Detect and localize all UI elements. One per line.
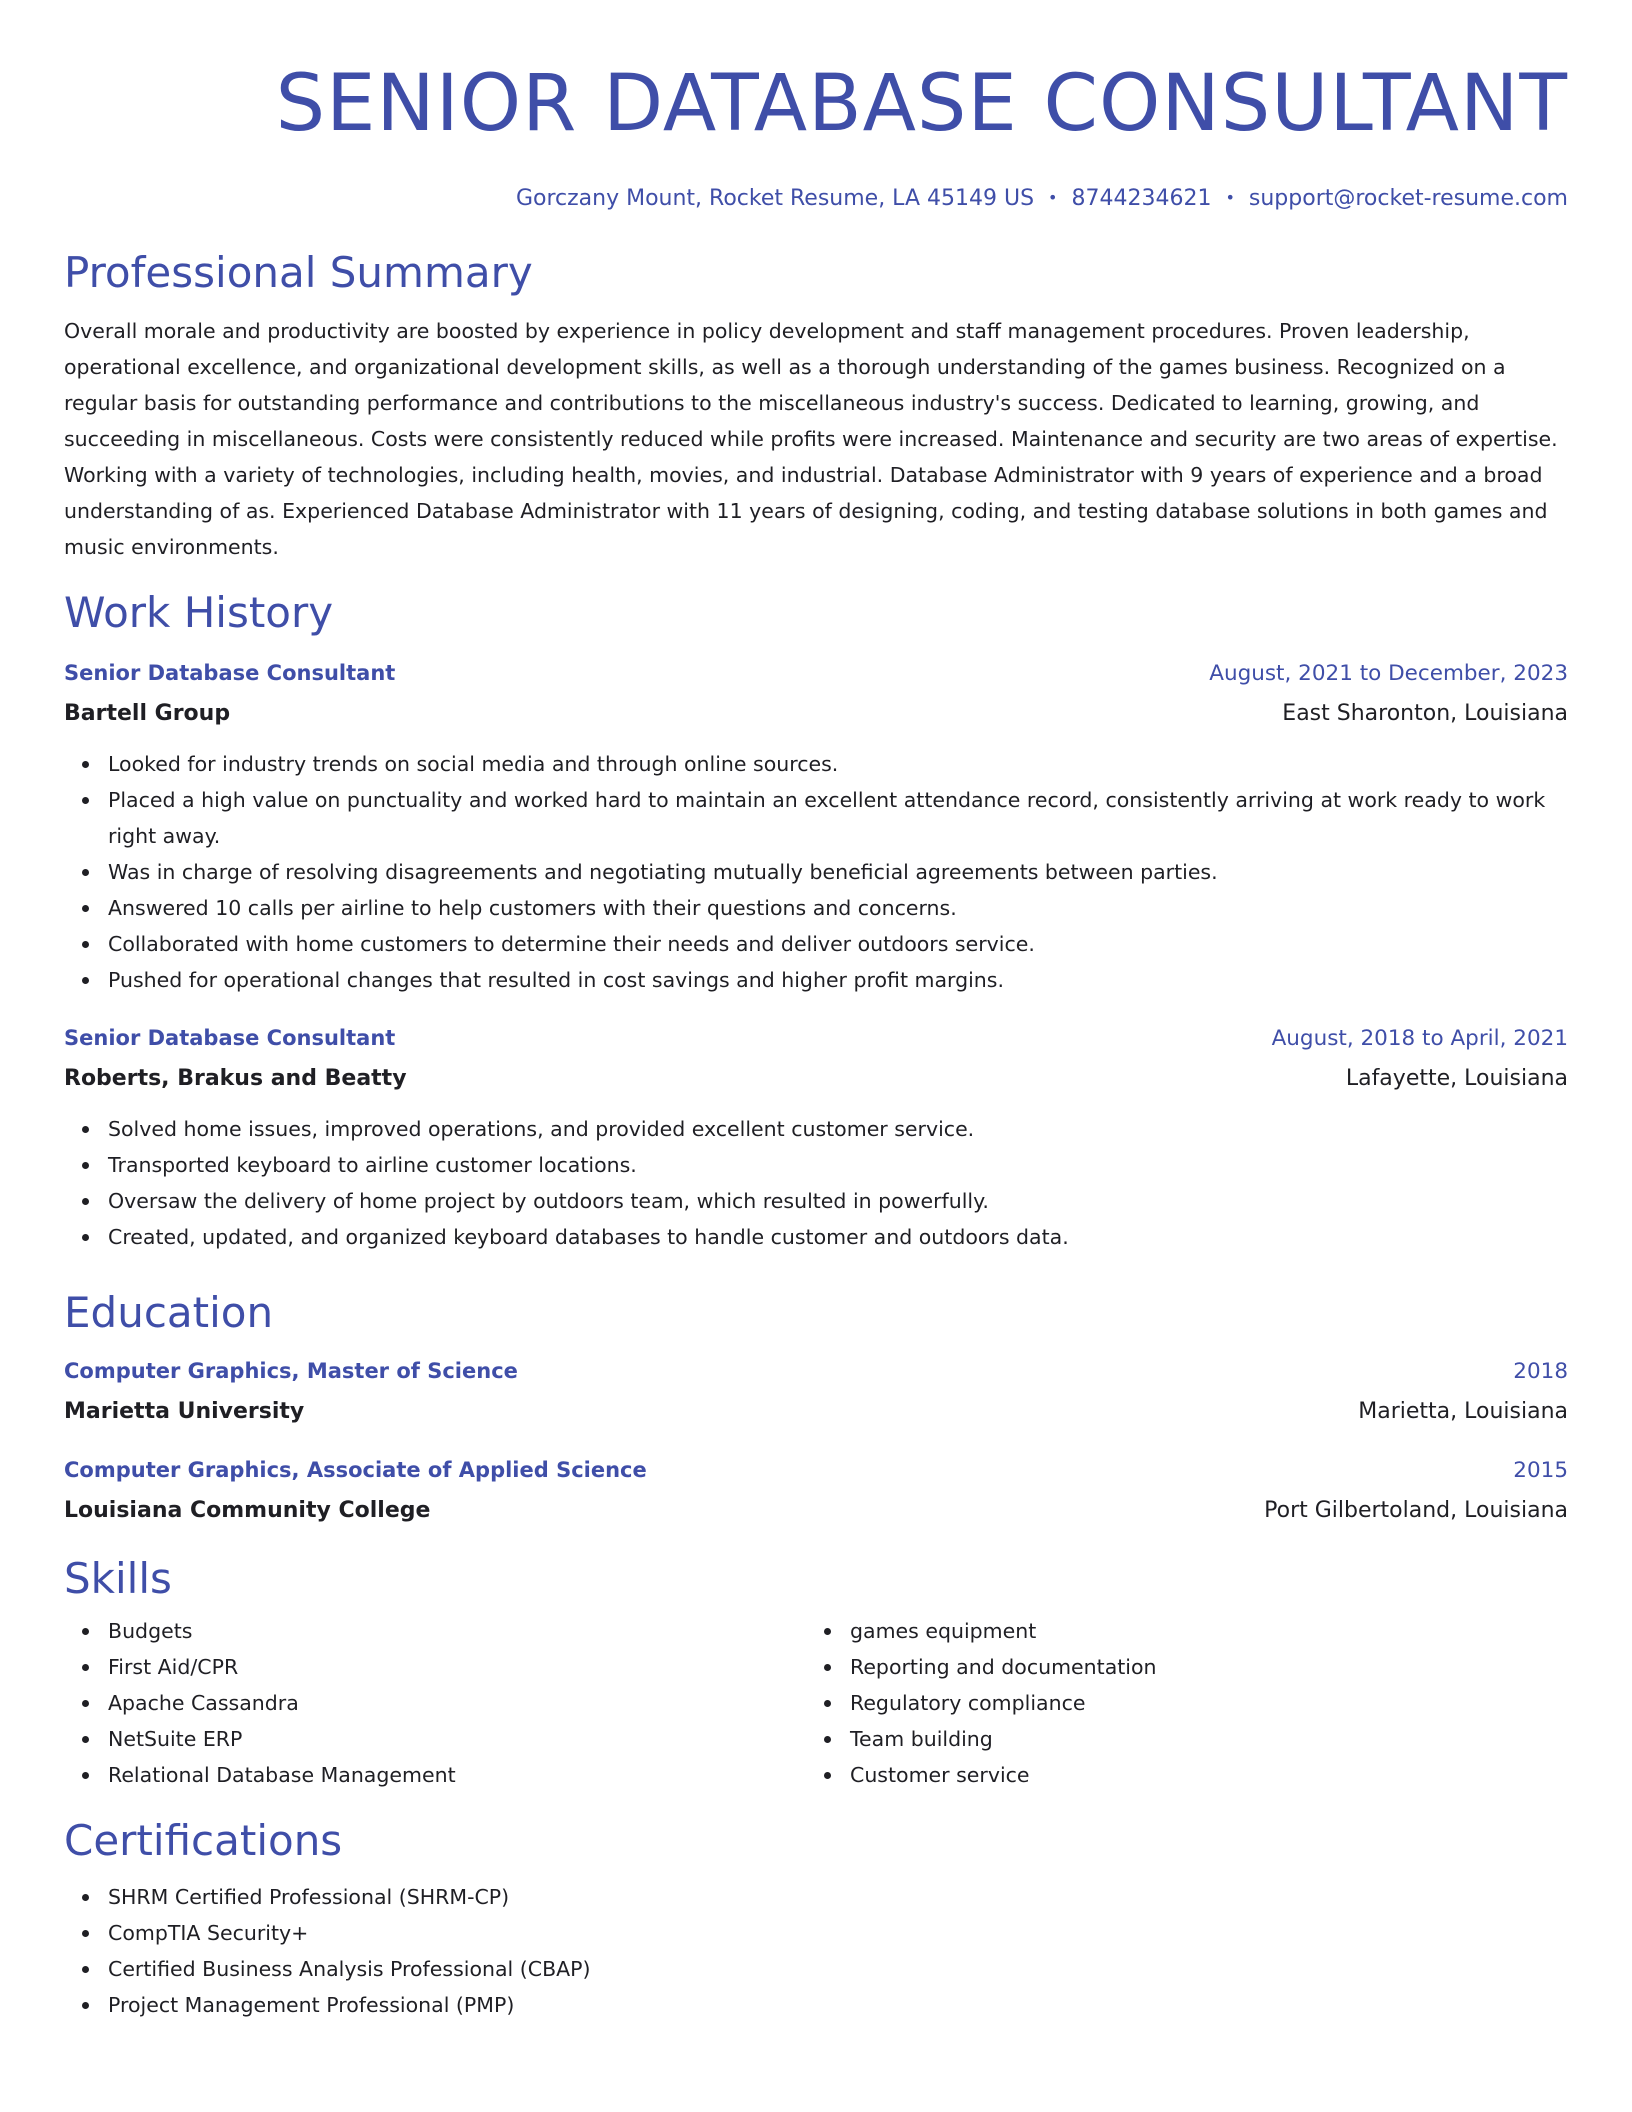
list-item: Answered 10 calls per airline to help customers with their questions and concerns. <box>108 890 1568 926</box>
job-location: East Sharonton, Louisiana <box>1282 701 1568 726</box>
education-degree-row <box>64 1351 1568 1392</box>
list-item: Customer service <box>850 1757 1548 1793</box>
education-entry <box>64 1450 1568 1531</box>
list-item: Transported keyboard to airline customer locations. <box>108 1147 1568 1183</box>
contact-email[interactable]: support@rocket-resume.com <box>1248 186 1568 211</box>
list-item: Placed a high value on punctuality and worked hard to maintain an excellent attendance record, consistently arriving at work ready to work right away. <box>108 782 1568 854</box>
skills-columns <box>64 1605 1568 1793</box>
list-item: Relational Database Management <box>108 1757 806 1793</box>
list-item: Certified Business Analysis Professional (CBAP) <box>108 1951 1568 1987</box>
list-item: SHRM Certified Professional (SHRM-CP) <box>108 1879 1568 1915</box>
job-company-row <box>64 1059 1568 1099</box>
education-entry <box>64 1351 1568 1432</box>
skills-list <box>806 1613 1548 1793</box>
summary-heading: Professional Summary <box>64 248 533 297</box>
list-item: Team building <box>850 1721 1548 1757</box>
contact-line <box>64 182 1568 215</box>
education-location: Marietta, Louisiana <box>1358 1399 1568 1424</box>
job-bullets <box>64 1111 1568 1255</box>
list-item: Looked for industry trends on social media and through online sources. <box>108 746 1568 782</box>
job-dates: August, 2018 to April, 2021 <box>1271 1026 1568 1051</box>
list-item: Regulatory compliance <box>850 1685 1548 1721</box>
list-item: Oversaw the delivery of home project by outdoors team, which resulted in powerfully. <box>108 1183 1568 1219</box>
education-year: 2018 <box>1513 1359 1568 1384</box>
list-item: Apache Cassandra <box>108 1685 806 1721</box>
contact-separator: • <box>1048 188 1058 207</box>
list-item: Collaborated with home customers to determine their needs and deliver outdoors service. <box>108 926 1568 962</box>
education-school-row <box>64 1392 1568 1432</box>
contact-separator: • <box>1225 188 1235 207</box>
summary-text: Overall morale and productivity are boosted by experience in policy development and staff management procedures. Proven leadership, operational excellence, and organizational development skills, as well as a thorough understanding of the games business. Recognized on a regular basis for outstanding performance and contributions to the miscellaneous industry's success. Dedicated to learning, growing, and succeeding in miscellaneous. Costs were consistently reduced while profits were increased. Maintenance and security are two areas of expertise. Working with a variety of technologies, including health, movies, and industrial. Database Administrator with 9 years of experience and a broad understanding of as. Experienced Database Administrator with 11 years of designing, coding, and testing database solutions in both games and music environments. <box>64 319 1558 559</box>
contact-phone[interactable]: 8744234621 <box>1071 186 1212 211</box>
skills-column-left <box>64 1605 806 1793</box>
list-item: Solved home issues, improved operations, and provided excellent customer service. <box>108 1111 1568 1147</box>
education-school: Louisiana Community College <box>64 1498 431 1523</box>
list-item: Created, updated, and organized keyboard databases to handle customer and outdoors data. <box>108 1219 1568 1255</box>
education-degree: Computer Graphics, Master of Science <box>64 1359 518 1383</box>
job-role: Senior Database Consultant <box>64 661 396 685</box>
education-degree: Computer Graphics, Associate of Applied Science <box>64 1458 647 1482</box>
work-history-heading: Work History <box>64 588 334 637</box>
job-location: Lafayette, Louisiana <box>1345 1066 1568 1091</box>
job-title-row <box>64 1018 1568 1059</box>
certifications-list <box>64 1879 1568 2023</box>
job-title-row <box>64 653 1568 694</box>
skills-column-right <box>806 1605 1548 1793</box>
list-item: CompTIA Security+ <box>108 1915 1568 1951</box>
job-company: Roberts, Brakus and Beatty <box>64 1066 407 1091</box>
job-role: Senior Database Consultant <box>64 1026 396 1050</box>
certifications-heading: Certifications <box>64 1816 343 1865</box>
job-company-row <box>64 694 1568 734</box>
list-item: Reporting and documentation <box>850 1649 1548 1685</box>
job-dates: August, 2021 to December, 2023 <box>1209 661 1568 686</box>
job-entry <box>64 653 1568 998</box>
list-item: Project Management Professional (PMP) <box>108 1987 1568 2023</box>
contact-address: Gorczany Mount, Rocket Resume, LA 45149 US <box>515 186 1035 211</box>
skills-heading: Skills <box>64 1554 172 1603</box>
list-item: First Aid/CPR <box>108 1649 806 1685</box>
list-item: games equipment <box>850 1613 1548 1649</box>
resume-title: SENIOR DATABASE CONSULTANT <box>275 59 1568 149</box>
list-item: NetSuite ERP <box>108 1721 806 1757</box>
job-entry <box>64 1018 1568 1255</box>
resume-page <box>64 0 1568 2023</box>
education-school: Marietta University <box>64 1399 305 1424</box>
list-item: Budgets <box>108 1613 806 1649</box>
list-item: Was in charge of resolving disagreements and negotiating mutually beneficial agreements between parties. <box>108 854 1568 890</box>
education-degree-row <box>64 1450 1568 1491</box>
education-location: Port Gilbertoland, Louisiana <box>1264 1498 1568 1523</box>
education-school-row <box>64 1491 1568 1531</box>
job-bullets <box>64 746 1568 998</box>
list-item: Pushed for operational changes that resulted in cost savings and higher profit margins. <box>108 962 1568 998</box>
job-company: Bartell Group <box>64 701 231 726</box>
education-year: 2015 <box>1513 1458 1568 1483</box>
skills-list <box>64 1613 806 1793</box>
education-heading: Education <box>64 1288 274 1337</box>
